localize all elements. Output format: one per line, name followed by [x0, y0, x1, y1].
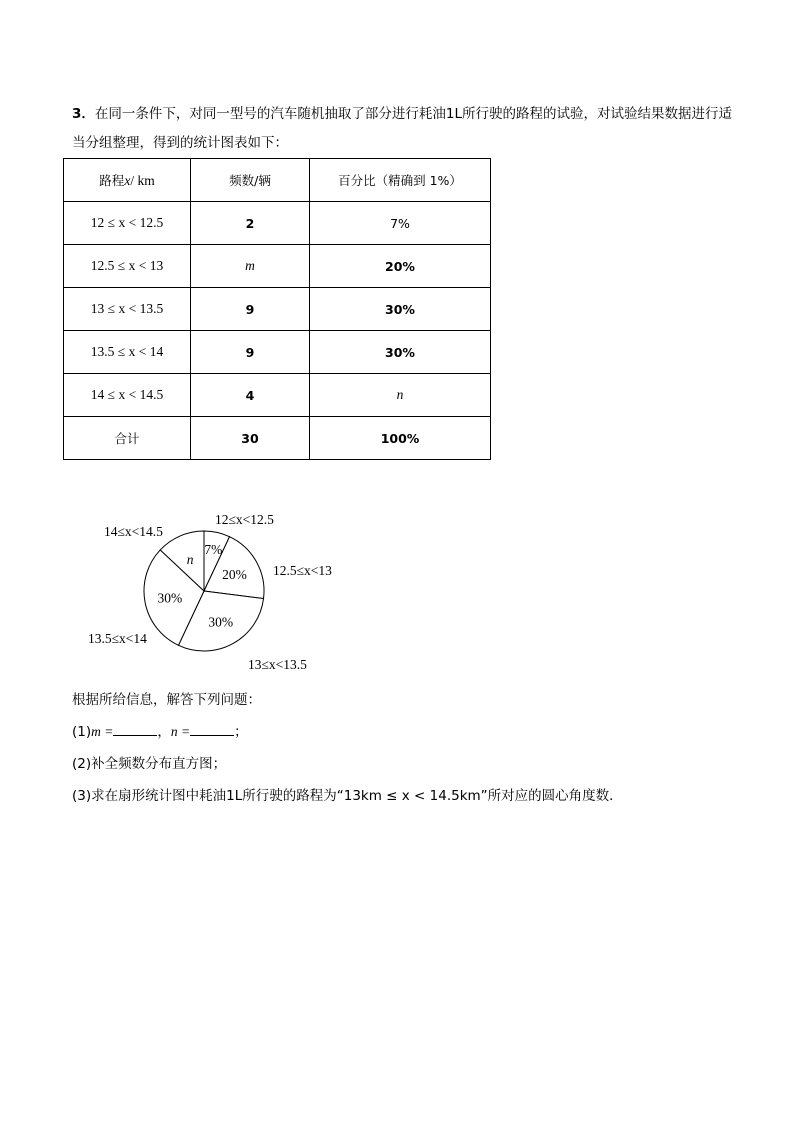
cell-total-pct: 100% — [310, 417, 491, 460]
q1-n-label: n = — [170, 724, 191, 739]
pie-slice-label: 20% — [222, 567, 247, 583]
cell-range: 13.5 ≤ x < 14 — [64, 331, 191, 374]
pie-category-label: 12≤x<12.5 — [215, 512, 274, 527]
cell-freq: 2 — [191, 202, 310, 245]
n-answer-blank — [190, 723, 234, 736]
problem-text: 在同一条件下，对同一型号的汽车随机抽取了部分进行耗油1L所行驶的路程的试验，对试验结果数据进行适当分组整理，得到的统计图表如下： — [72, 106, 733, 151]
cell-total-label: 合计 — [64, 417, 191, 460]
cell-freq: m — [191, 245, 310, 288]
pie-slice-label: n — [186, 552, 194, 568]
pie-category-label: 12.5≤x<13 — [273, 563, 332, 578]
cell-range: 14 ≤ x < 14.5 — [64, 374, 191, 417]
pie-category-label: 13≤x<13.5 — [248, 657, 307, 670]
cell-pct: 30% — [310, 288, 491, 331]
cell-pct: 20% — [310, 245, 491, 288]
header-percentage: 百分比（精确到 1%） — [310, 159, 491, 202]
pie-slice-label: 30% — [157, 590, 183, 606]
questions-intro: 根据所给信息，解答下列问题： — [72, 692, 261, 708]
cell-freq: 9 — [191, 331, 310, 374]
cell-total-freq: 30 — [191, 417, 310, 460]
cell-pct: 30% — [310, 331, 491, 374]
table-row — [64, 374, 491, 417]
question-3: (3)求在扇形统计图中耗油1L所行驶的路程为“13km ≤ x < 14.5km”所对应的圆心角度数． — [72, 788, 623, 804]
header-frequency: 频数/辆 — [191, 159, 310, 202]
pie-slice-label: 7% — [204, 541, 223, 557]
table-header-row — [64, 159, 491, 202]
cell-range: 13 ≤ x < 13.5 — [64, 288, 191, 331]
problem-statement — [72, 100, 732, 158]
m-answer-blank — [113, 723, 157, 736]
table-row — [64, 331, 491, 374]
problem-number: 3． — [72, 106, 95, 122]
q1-m-label: m = — [91, 724, 114, 739]
table-row — [64, 202, 491, 245]
header-distance: 路程x/ km — [64, 159, 191, 202]
pie-slice-label: 30% — [208, 614, 234, 630]
pie-chart — [80, 505, 380, 670]
cell-pct: 7% — [310, 202, 491, 245]
pie-category-label: 14≤x<14.5 — [104, 524, 163, 539]
table-total-row — [64, 417, 491, 460]
pie-category-label: 13.5≤x<14 — [88, 631, 147, 646]
table-row — [64, 245, 491, 288]
table-row — [64, 288, 491, 331]
questions — [72, 684, 623, 812]
cell-freq: 9 — [191, 288, 310, 331]
frequency-table — [63, 158, 491, 460]
cell-pct: n — [310, 374, 491, 417]
question-2: (2)补全频数分布直方图； — [72, 756, 227, 772]
cell-range: 12.5 ≤ x < 13 — [64, 245, 191, 288]
question-1: (1)m = ，n = ； — [72, 724, 248, 740]
cell-range: 12 ≤ x < 12.5 — [64, 202, 191, 245]
cell-freq: 4 — [191, 374, 310, 417]
